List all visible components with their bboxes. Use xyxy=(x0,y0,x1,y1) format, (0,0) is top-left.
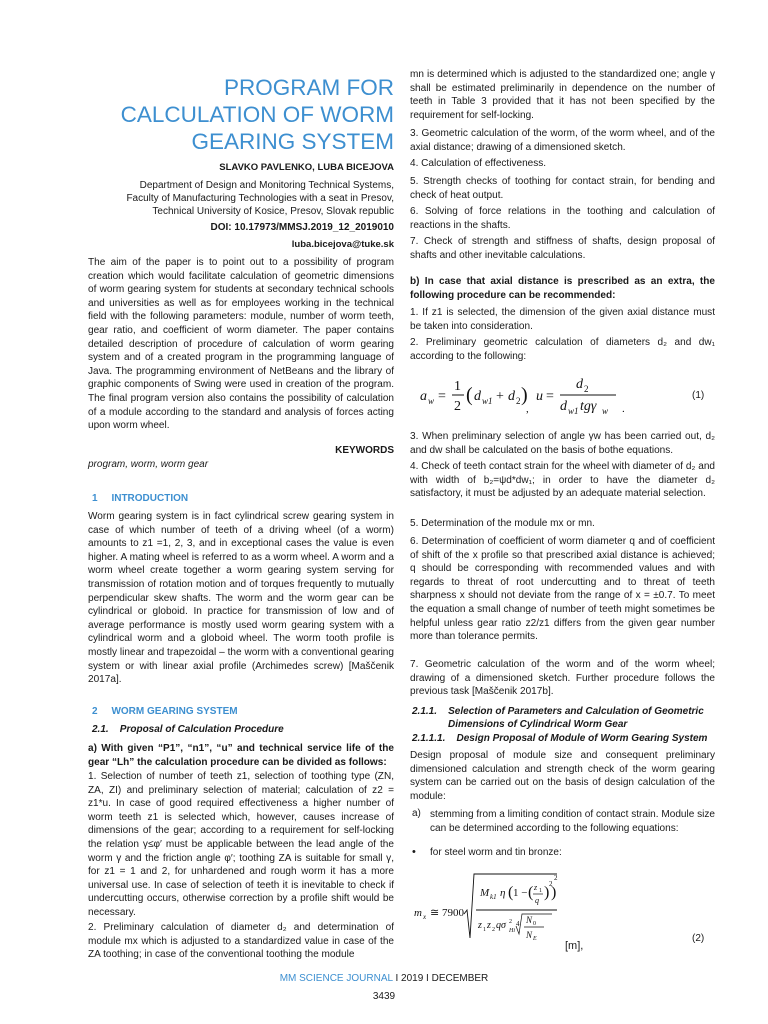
svg-text:(: ( xyxy=(466,384,473,406)
svg-text:4: 4 xyxy=(516,920,520,928)
svg-text:0: 0 xyxy=(533,921,536,927)
affiliation-line-3: Technical University of Kosice, Presov, Slovak republic xyxy=(152,206,394,218)
equation-2 xyxy=(412,866,562,948)
svg-text:η: η xyxy=(500,887,506,899)
section-2-heading: 2 WORM GEARING SYSTEM xyxy=(92,706,238,717)
procedure-b-item-3: 3. When preliminary selection of angle γw has been carried out, d₂ and dw shall be calculated on the basis of bothe equations. xyxy=(410,431,715,456)
section-1-heading: 1 INTRODUCTION xyxy=(92,493,189,504)
list-a-text: stemming from a limiting condition of contact strain. Module size can be determined according to the following equations: xyxy=(430,809,715,834)
svg-text:2: 2 xyxy=(554,874,558,882)
journal-issue: I 2019 I DECEMBER xyxy=(392,973,489,984)
svg-text:d: d xyxy=(474,389,481,404)
title-line-3: GEARING SYSTEM xyxy=(191,129,394,154)
journal-footer xyxy=(0,973,768,984)
procedure-b-item-1: 1. If z1 is selected, the dimension of the given axial distance must be taken into consideration. xyxy=(410,307,715,332)
svg-text:d: d xyxy=(560,399,567,414)
svg-text:d: d xyxy=(508,389,515,404)
procedure-a-item-3: 3. Geometric calculation of the worm, of the worm wheel, and of the axial distance; drawing of a dimensioned sketch. xyxy=(410,128,715,153)
equation-2-unit: [m], xyxy=(565,940,584,952)
svg-text:1 −: 1 − xyxy=(513,887,528,899)
procedure-a-item-6: 6. Solving of force relations in the toothing and calculation of reactions in the shafts. xyxy=(410,206,715,231)
svg-text:=: = xyxy=(546,389,554,404)
keywords-label: KEYWORDS xyxy=(335,445,394,456)
title-line-1: PROGRAM FOR xyxy=(223,75,394,100)
svg-text:=: = xyxy=(438,389,446,404)
svg-text:+: + xyxy=(496,389,504,404)
svg-text:1: 1 xyxy=(454,379,461,394)
svg-text:N: N xyxy=(526,915,533,925)
svg-text:≅ 7900: ≅ 7900 xyxy=(430,907,464,919)
page-number: 3439 xyxy=(372,991,396,1002)
list-a-label: a) xyxy=(412,808,421,819)
svg-text:(: ( xyxy=(508,884,514,901)
svg-text:2: 2 xyxy=(516,396,521,406)
svg-text:.: . xyxy=(622,403,625,415)
procedure-b-item-4: 4. Check of teeth contact strain for the wheel with diameter of d₂ and with width of b₂=ψd*dw₁; in order to have the diameter d₂ satisfactory, it must be adjusted by an adequate material selection. xyxy=(410,461,715,500)
svg-text:): ) xyxy=(544,884,550,901)
section-2-1-1-heading-line-2: Dimensions of Cylindrical Worm Gear xyxy=(448,719,628,730)
list-bullet-text: for steel worm and tin bronze: xyxy=(430,847,562,858)
svg-text:tgγ: tgγ xyxy=(580,399,597,414)
equation-2-number: (2) xyxy=(692,933,705,944)
affiliation xyxy=(88,179,394,219)
section-2-1-1-1-text: Design proposal of module size and consequent preliminary dimensioned calculation and strength check of the worm gearing system can be carried out on the basis of design calculation of the module: xyxy=(410,750,715,802)
svg-text:Hi: Hi xyxy=(509,928,515,934)
section-2-1-1-heading-line-1: 2.1.1. Selection of Parameters and Calculation of Geometric xyxy=(412,706,704,717)
svg-text:E: E xyxy=(533,936,537,942)
abstract: The aim of the paper is to point out to a possibility of program creation which would facilitate calculation of geometric dimensions of worm gearing system for students at secondary technical schools and universities as well as for employees working in the technical field with the following parameters: module, number of worm teeth, gear ratio, and coefficient of worm diameter. The paper contains detailed description of procedure of calculation of worm gearing system and of a created program in the programming language of Java. The programming environment of NetBeans and the library of graphic components of Swing were used in creation of the program. The final program version also contains the possibility of calculation of a module according to the standard and analysis of forces acting upon worm wheel. xyxy=(88,257,394,432)
svg-text:M: M xyxy=(480,887,490,899)
procedure-b-item-5: 5. Determination of the module mx or mn. xyxy=(410,518,595,529)
procedure-a-continued: mn is determined which is adjusted to the standardized one; angle γ shall be estimated preliminarily in dependence on the number of teeth in Table 3 provided that it has not been specified by the requirement for self-locking. xyxy=(410,69,715,121)
procedure-a-item-1: 1. Selection of number of teeth z1, selection of toothing type (ZN, ZA, ZI) and preliminary selection of material; calculation of z2 = z1*u. In case of good required effectiveness a higher number of worm teeth z1 is selected which, however, causes increase of dimensions of the gear; according to a requirement for self-locking the relation γ≤φ′ must be applicable between the lead angle of the worm γ and the friction angle φ′; toothing ZA is suitable for small γ, for z1 = 1 and 2, for unhardened and rough worm it has a more universal use. In case of selection of teeth it is inevitable to check if undercutting occurs, otherwise correction by a profile shift would be necessary. xyxy=(88,771,394,918)
procedure-a-item-5: 5. Strength checks of toothing for contact strain, for bending and check of heat output. xyxy=(410,176,715,201)
procedure-b-intro: b) In case that axial distance is prescribed as an extra, the following procedure can be recommended: xyxy=(410,276,715,301)
equation-1 xyxy=(416,368,636,420)
svg-text:,: , xyxy=(526,403,529,415)
svg-text:w: w xyxy=(428,396,435,406)
authors: SLAVKO PAVLENKO, LUBA BICEJOVA xyxy=(219,162,394,173)
svg-text:1: 1 xyxy=(539,888,542,894)
doi: DOI: 10.17973/MMSJ.2019_12_2019010 xyxy=(210,222,394,233)
title-line-2: CALCULATION OF WORM xyxy=(120,102,394,127)
svg-text:m: m xyxy=(414,907,422,919)
svg-text:z: z xyxy=(487,920,491,931)
paper-title xyxy=(88,74,394,155)
svg-text:a: a xyxy=(420,389,427,404)
svg-text:w1: w1 xyxy=(482,396,493,406)
svg-text:): ) xyxy=(521,384,528,406)
procedure-b-item-6: 6. Determination of coefficient of worm diameter q and of coefficient of shift of the x profile so that prescribed axial distance is achieved; q should be corresponding with recommended values and with regards to threat of root undercutting and to threat of teeth sharpness x should not deviate from the range of x = ±0.7. To meet the equation a small change of number of teeth might sometimes be helpful unless gear ratio z2/z1 differs from the given gear number more than tolerance permits. xyxy=(410,536,715,643)
svg-text:2: 2 xyxy=(492,927,495,933)
svg-text:q: q xyxy=(535,896,539,905)
procedure-a-intro: a) With given “P1”, “n1”, “u” and technical service life of the gear “Lh” the calculation procedure can be divided as follows: xyxy=(88,743,394,768)
affiliation-line-2: Faculty of Manufacturing Technologies with a seat in Presov, xyxy=(126,193,394,205)
svg-text:u: u xyxy=(536,389,543,404)
svg-text:(: ( xyxy=(528,884,534,901)
procedure-a-item-4: 4. Calculation of effectiveness. xyxy=(410,158,547,169)
svg-text:): ) xyxy=(551,884,557,901)
svg-text:2: 2 xyxy=(509,919,512,925)
affiliation-line-1: Department of Design and Monitoring Technical Systems, xyxy=(139,180,394,191)
svg-text:2: 2 xyxy=(549,880,553,888)
procedure-b-item-2: 2. Preliminary geometric calculation of diameters d₂ and dw₁ according to the following: xyxy=(410,337,715,362)
procedure-b-item-7: 7. Geometric calculation of the worm and of the worm wheel; drawing of a dimensioned sketch. Further procedure follows the previous task [Maščenik 2017b]. xyxy=(410,659,715,698)
svg-text:2: 2 xyxy=(584,384,589,394)
svg-text:z: z xyxy=(534,883,538,892)
bullet-icon: • xyxy=(412,846,416,858)
svg-text:1: 1 xyxy=(483,927,486,933)
svg-text:d: d xyxy=(576,377,583,392)
email: luba.bicejova@tuke.sk xyxy=(291,239,394,250)
svg-text:2: 2 xyxy=(454,399,461,414)
svg-text:qσ: qσ xyxy=(496,920,506,931)
keywords: program, worm, worm gear xyxy=(88,459,209,470)
section-2-1-1-1-heading: 2.1.1.1. Design Proposal of Module of Worm Gearing System xyxy=(412,733,708,744)
equation-1-number: (1) xyxy=(692,390,705,401)
procedure-a-item-2: 2. Preliminary calculation of diameter d₂ and determination of module mx which is adjusted to a standardized value in case of the ZA toothing; in case of the conventional toothing the module xyxy=(88,922,394,961)
svg-text:w1: w1 xyxy=(568,406,579,416)
section-2-1-heading: 2.1. Proposal of Calculation Procedure xyxy=(92,724,284,735)
svg-text:N: N xyxy=(526,930,533,940)
svg-text:x: x xyxy=(423,913,427,921)
svg-text:w: w xyxy=(602,406,609,416)
svg-text:k1: k1 xyxy=(490,893,497,901)
section-1-text: Worm gearing system is in fact cylindrical screw gearing system in case of which number of teeth of a driving wheel (of a worm) amounts to z1 =1, 2, 3, and in exceptional cases the value is even higher. A mating wheel is referred to as a worm wheel. A worm and a worm wheel create together a worm gearing system serving for transmission of rotation motion and of torques frequently to mutually perpendicular skew shafts. The worm and the worm gear can be cylindrical or globoid. In practice for transmission of low and of average performance is mostly used worm gearing system with a cylindrical worm and a globoid wheel. The worm tooth profile is mostly linear and trapezoidal – the worm with a conventional gearing system or with linear axial profile (Archimedes screw) [Maščenik 2017a]. xyxy=(88,511,394,686)
journal-name: MM SCIENCE JOURNAL xyxy=(279,973,393,984)
procedure-a-item-7: 7. Check of strength and stiffness of shafts, design proposal of shafts and other inevitable calculations. xyxy=(410,236,715,261)
svg-text:z: z xyxy=(478,920,482,931)
